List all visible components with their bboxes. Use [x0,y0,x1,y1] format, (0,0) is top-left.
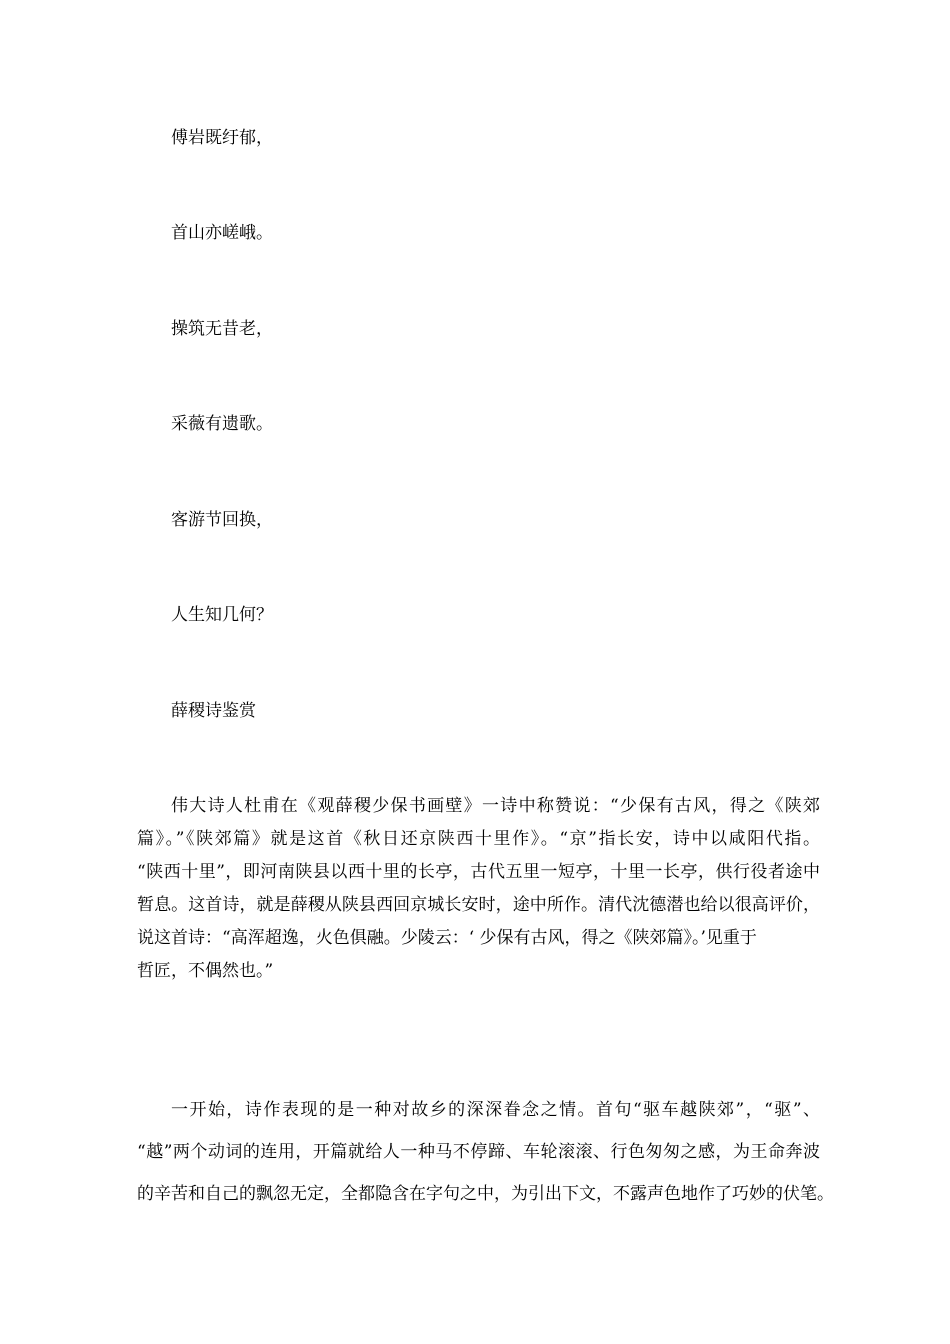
paragraph-line: 哲匠，不偶然也。” [137,961,274,981]
paragraph-line: 说这首诗：“高浑超逸，火色俱融。少陵云：‘ 少保有古风，得之《陕郊篇》。’见重于 [137,928,757,948]
poem-line: 人生知几何？ [171,605,273,625]
poem-line: 傅岩既纡郁， [171,128,273,148]
paragraph-line: 伟大诗人杜甫在《观薛稷少保书画壁》一诗中称赞说：“少保有古风，得之《陕郊 [171,796,820,816]
paragraph-line: 的辛苦和自己的飘忽无定，全都隐含在字句之中，为引出下文，不露声色地作了巧妙的伏笔。 [137,1184,834,1204]
paragraph-line: “越”两个动词的连用，开篇就给人一种马不停蹄、车轮滚滚、行色匆匆之感，为王命奔波 [137,1142,820,1162]
poem-line: 采薇有遗歌。 [171,414,273,434]
poem-line: 首山亦嵯峨。 [171,223,273,243]
poem-line: 客游节回换， [171,510,273,530]
paragraph-line: 暂息。这首诗，就是薛稷从陕县西回京城长安时，途中所作。清代沈德潜也给以很高评价， [137,895,820,915]
paragraph-line: 一开始，诗作表现的是一种对故乡的深深眷念之情。首句“驱车越陕郊”，“驱”、 [171,1100,820,1120]
paragraph-line: 篇》。”《陕郊篇》就是这首《秋日还京陕西十里作》。“京”指长安，诗中以咸阳代指。 [137,829,820,849]
poem-line: 操筑无昔老， [171,319,273,339]
paragraph-line: “陕西十里”，即河南陕县以西十里的长亭，古代五里一短亭，十里一长亭，供行役者途中 [137,862,820,882]
section-title: 薛稷诗鉴赏 [171,701,256,721]
